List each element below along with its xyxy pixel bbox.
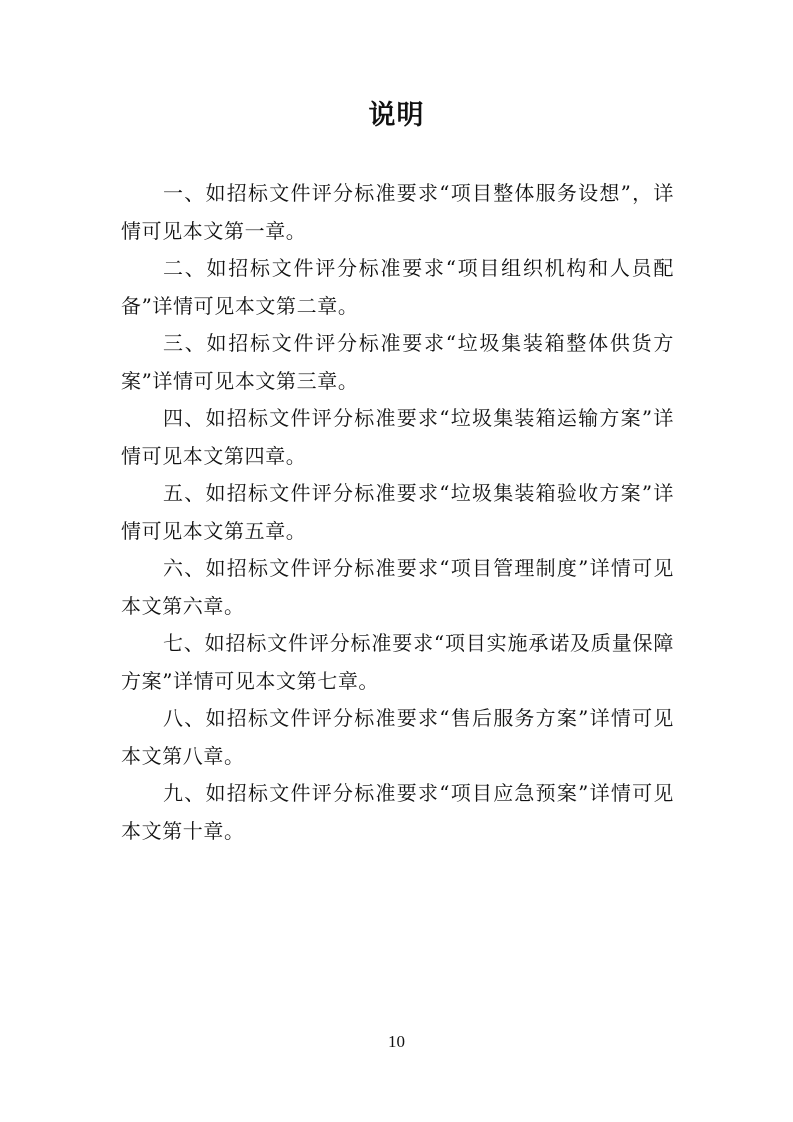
- paragraph-1: 一、如招标文件评分标准要求“项目整体服务设想”，详情可见本文第一章。: [121, 181, 674, 243]
- paragraph-9: 九、如招标文件评分标准要求“项目应急预案”详情可见本文第十章。: [121, 781, 674, 843]
- paragraph-3: 三、如招标文件评分标准要求“垃圾集装箱整体供货方案”详情可见本文第三章。: [121, 331, 674, 393]
- page-number: 10: [388, 1032, 405, 1051]
- paragraph-5: 五、如招标文件评分标准要求“垃圾集装箱验收方案”详情可见本文第五章。: [121, 481, 674, 543]
- paragraph-8: 八、如招标文件评分标准要求“售后服务方案”详情可见本文第八章。: [121, 706, 674, 768]
- page-title: 说明: [368, 100, 425, 131]
- paragraph-7: 七、如招标文件评分标准要求“项目实施承诺及质量保障方案”详情可见本文第七章。: [121, 631, 674, 693]
- paragraph-2: 二、如招标文件评分标准要求“项目组织机构和人员配备”详情可见本文第二章。: [121, 256, 674, 318]
- document-body: [121, 175, 674, 850]
- paragraph-4: 四、如招标文件评分标准要求“垃圾集装箱运输方案”详情可见本文第四章。: [121, 406, 674, 468]
- paragraph-6: 六、如招标文件评分标准要求“项目管理制度”详情可见本文第六章。: [121, 556, 674, 618]
